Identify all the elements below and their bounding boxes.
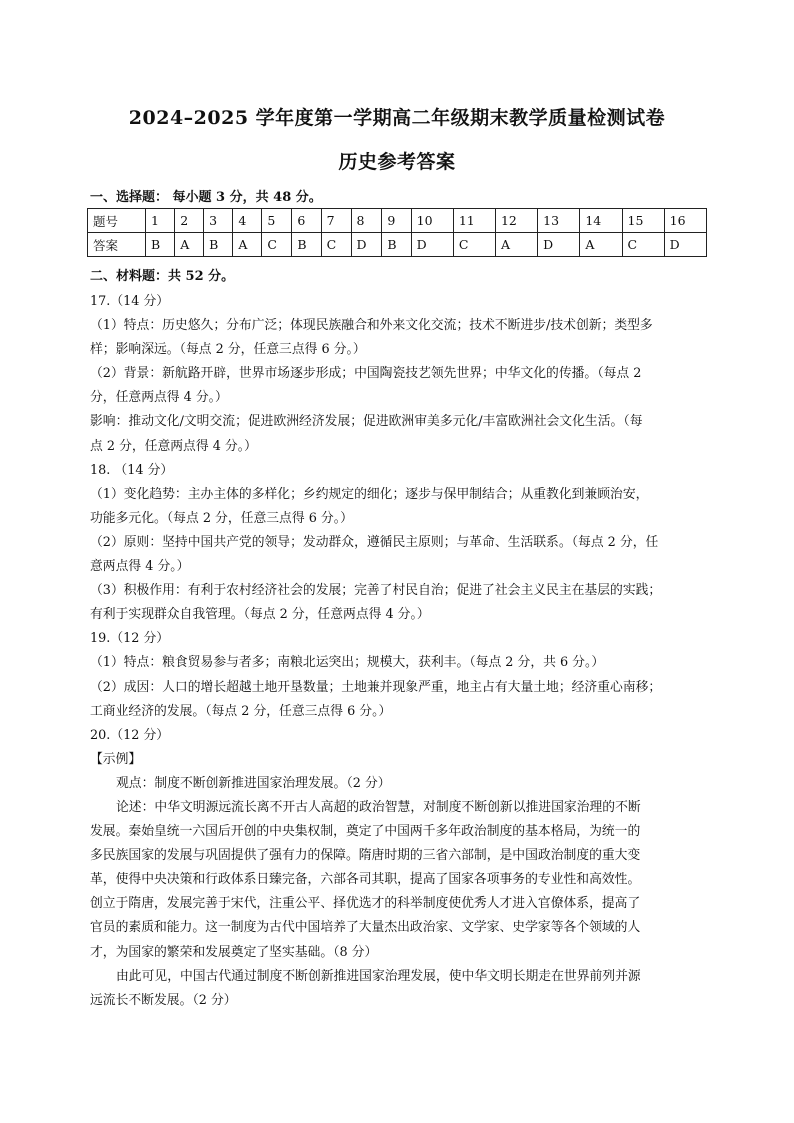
multiple-choice-answer-table <box>87 208 707 257</box>
answer-text-line: 17.（14 分） <box>90 294 170 309</box>
answer-text-line: 意两点得 4 分。） <box>90 559 190 575</box>
answer-cell: A <box>175 233 204 257</box>
answer-text-line: 才，为国家的繁荣和发展奠定了坚实基础。（8 分） <box>90 944 378 960</box>
answer-cell: C <box>262 233 292 257</box>
question-number-cell: 3 <box>204 209 233 233</box>
question-number-cell: 16 <box>664 209 706 233</box>
question-number-cell: 14 <box>580 209 622 233</box>
answer-text-line: 多民族国家的发展与巩固提供了强有力的保障。隋唐时期的三省六部制，是中国政治制度的重大变 <box>90 848 641 864</box>
answer-cell: D <box>538 233 580 257</box>
answer-text-line: 由此可见，中国古代通过制度不断创新推进国家治理发展，使中华文明长期走在世界前列并源 <box>116 968 641 984</box>
answer-text-line: 观点：制度不断创新推进国家治理发展。（2 分） <box>116 775 391 791</box>
answer-cell: C <box>321 233 351 257</box>
answer-cell: B <box>292 233 321 257</box>
answer-text-line: 分，任意两点得 4 分。） <box>90 390 228 406</box>
answer-text-line: 点 2 分，任意两点得 4 分。） <box>90 438 257 454</box>
question-number-cell: 1 <box>146 209 175 233</box>
answer-text-line: 20.（12 分） <box>90 727 170 743</box>
answer-text-line: （2）原则：坚持中国共产党的领导；发动群众，遵循民主原则；与革命、生活联系。（每点 2 分，任 <box>90 534 659 550</box>
answer-cell: D <box>351 233 382 257</box>
answer-text-line: 有利于实现群众自我管理。（每点 2 分，任意两点得 4 分。） <box>90 607 430 623</box>
section-1-heading: 一、选择题： 每小题 3 分，共 48 分。 <box>90 190 322 205</box>
section-2-answers <box>90 290 700 1013</box>
answer-text-line: （1）变化趋势：主办主体的多样化；乡约规定的细化；逐步与保甲制结合；从重教化到兼顾治安， <box>90 486 649 502</box>
answer-text-line: 【示例】 <box>90 751 142 767</box>
answer-text-line: （1）特点：历史悠久；分布广泛；体现民族融合和外来文化交流；技术不断进步/技术创新；类型多 <box>90 318 653 334</box>
answer-cell: D <box>411 233 453 257</box>
answer-text-line: 工商业经济的发展。（每点 2 分，任意三点得 6 分。） <box>90 703 392 719</box>
question-number-cell: 4 <box>233 209 262 233</box>
answer-text-line: 革，使得中央决策和行政体系日臻完备，六部各司其职，提高了国家各项事务的专业性和高效性。 <box>90 872 641 888</box>
question-number-cell: 15 <box>622 209 664 233</box>
answer-cell: A <box>233 233 262 257</box>
answer-cell: C <box>453 233 495 257</box>
question-number-cell: 12 <box>495 209 537 233</box>
answer-text-line: 18. （14 分） <box>90 462 174 478</box>
answer-cell: B <box>146 233 175 257</box>
answer-text-line: 创立于隋唐，发展完善于宋代，注重公平、择优选才的科举制度使优秀人才进入官僚体系，提高了 <box>90 896 641 912</box>
row-label-answers: 答案 <box>88 233 146 257</box>
answer-cell: A <box>580 233 622 257</box>
answer-text-line: 功能多元化。（每点 2 分，任意三点得 6 分。） <box>90 510 353 526</box>
answer-text-line: 发展。秦始皇统一六国后开创的中央集权制，奠定了中国两千多年政治制度的基本格局，为统一的 <box>90 824 641 840</box>
question-number-cell: 2 <box>175 209 204 233</box>
answer-text-line: 样；影响深远。（每点 2 分，任意三点得 6 分。） <box>90 342 366 358</box>
page-subtitle: 历史参考答案 <box>338 151 456 173</box>
question-number-cell: 8 <box>351 209 382 233</box>
answer-text-line: 官员的素质和能力。这一制度为古代中国培养了大量杰出政治家、文学家、史学家等各个领域的人 <box>90 920 641 936</box>
question-number-cell: 6 <box>292 209 321 233</box>
question-number-cell: 13 <box>538 209 580 233</box>
answer-text-line: （2）背景：新航路开辟，世界市场逐步形成；中国陶瓷技艺领先世界；中华文化的传播。（每点 2 <box>90 366 642 382</box>
answer-text-line: 影响：推动文化/文明交流；促进欧洲经济发展；促进欧洲审美多元化/丰富欧洲社会文化生活。（每 <box>90 414 643 430</box>
question-number-cell: 9 <box>382 209 411 233</box>
question-number-cell: 11 <box>453 209 495 233</box>
question-number-cell: 10 <box>411 209 453 233</box>
answer-text-line: （1）特点：粮食贸易参与者多；南粮北运突出；规模大，获利丰。（每点 2 分，共 6 分。） <box>90 655 605 671</box>
answer-cell: C <box>622 233 664 257</box>
page-title: 2024–2025 学年度第一学期高二年级期末教学质量检测试卷 <box>128 107 666 129</box>
row-label-numbers: 题号 <box>88 209 146 233</box>
answer-text-line: 论述：中华文明源远流长离不开古人高超的政治智慧，对制度不断创新以推进国家治理的不断 <box>116 799 641 815</box>
table-row-answers <box>88 233 707 257</box>
answer-text-line: 19.（12 分） <box>90 631 170 647</box>
answer-cell: D <box>664 233 706 257</box>
answer-cell: B <box>204 233 233 257</box>
answer-text-line: （2）成因：人口的增长超越土地开垦数量；土地兼并现象严重，地主占有大量土地；经济重心南移； <box>90 679 662 695</box>
answer-text-line: （3）积极作用：有利于农村经济社会的发展；完善了村民自治；促进了社会主义民主在基层的实践； <box>90 583 662 599</box>
table-row-numbers <box>88 209 707 233</box>
answer-text-line: 远流长不断发展。（2 分） <box>90 992 237 1008</box>
answer-cell: B <box>382 233 411 257</box>
question-number-cell: 7 <box>321 209 351 233</box>
question-number-cell: 5 <box>262 209 292 233</box>
answer-cell: A <box>495 233 537 257</box>
section-2-heading: 二、材料题：共 52 分。 <box>90 269 235 284</box>
